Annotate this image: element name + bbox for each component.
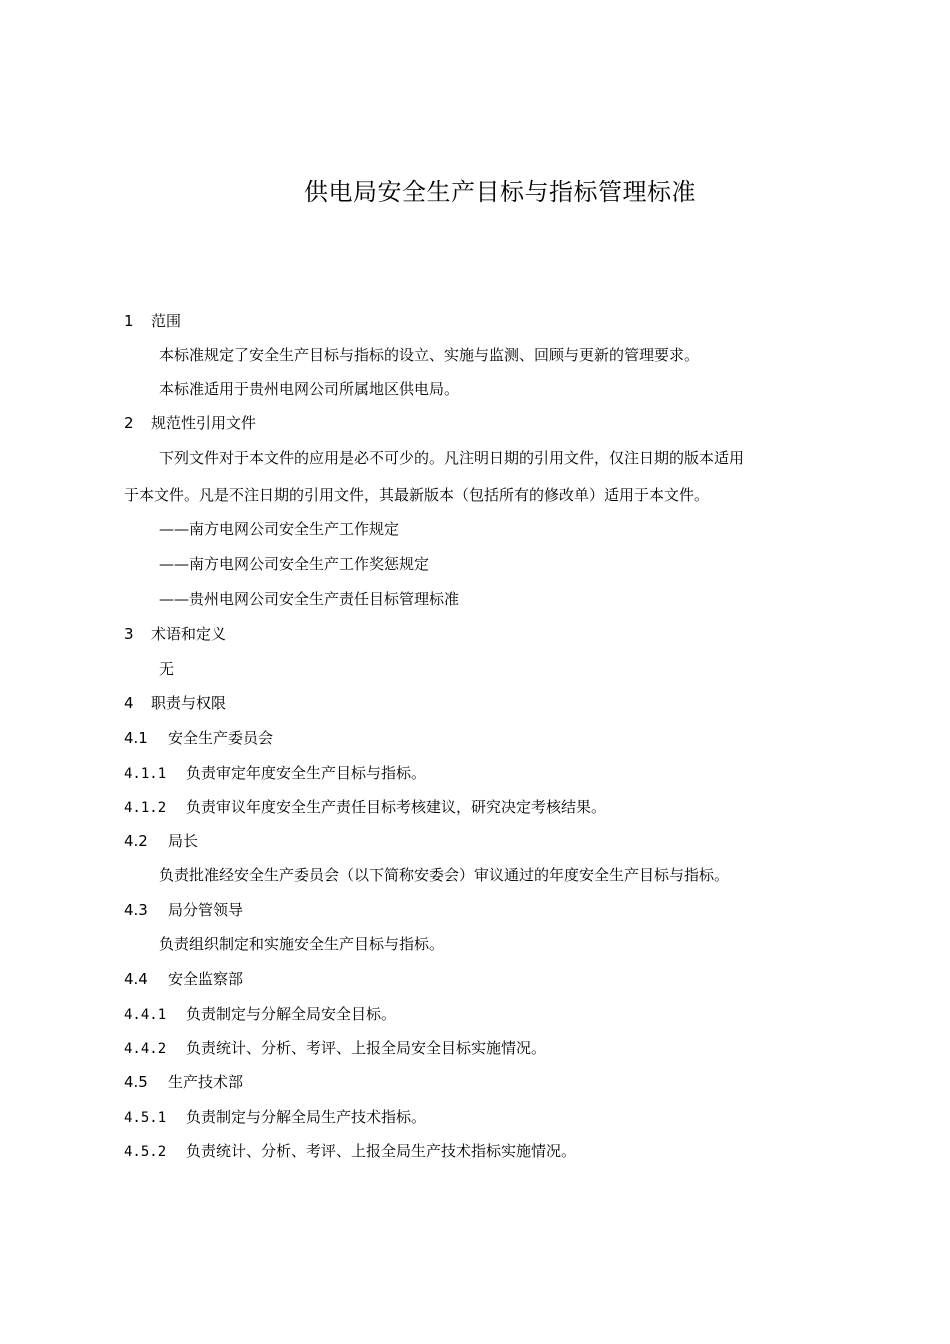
paragraph-continued: 于本文件。凡是不注日期的引用文件，其最新版本（包括所有的修改单）适用于本文件。 — [124, 486, 710, 504]
subsection-number: 4.3 — [124, 901, 148, 919]
subsection-heading-4-1 — [124, 727, 273, 749]
subsection-title: 安全生产委员会 — [168, 729, 274, 747]
subsection-heading-4-4 — [124, 968, 243, 990]
paragraph: 无 — [159, 660, 175, 678]
subsection-title: 安全监察部 — [168, 970, 244, 988]
section-heading-4 — [124, 692, 226, 714]
clause-number: 4.1.2 — [124, 800, 167, 816]
section-heading-2 — [124, 412, 256, 434]
clause-number: 4.4.1 — [124, 1007, 167, 1023]
clause-number: 4.5.1 — [124, 1110, 167, 1126]
subsection-title: 局分管领导 — [168, 901, 244, 919]
subsection-number: 4.2 — [124, 832, 148, 850]
subsection-number: 4.1 — [124, 729, 148, 747]
section-title: 职责与权限 — [151, 694, 227, 712]
clause-text: 负责制定与分解全局生产技术指标。 — [186, 1108, 427, 1126]
clause-4-1-1 — [124, 762, 426, 785]
clause-4-5-2 — [124, 1140, 576, 1163]
clause-number: 4.4.2 — [124, 1041, 167, 1057]
clause-4-5-1 — [124, 1106, 426, 1129]
section-number: 4 — [124, 694, 134, 712]
subsection-number: 4.5 — [124, 1073, 148, 1091]
clause-text: 负责审议年度安全生产责任目标考核建议，研究决定考核结果。 — [186, 798, 607, 816]
paragraph: 负责组织制定和实施安全生产目标与指标。 — [159, 935, 445, 953]
clause-4-4-1 — [124, 1003, 396, 1026]
section-number: 2 — [124, 414, 134, 432]
clause-text: 负责统计、分析、考评、上报全局安全目标实施情况。 — [186, 1039, 547, 1057]
subsection-heading-4-5 — [124, 1071, 243, 1093]
paragraph: 下列文件对于本文件的应用是必不可少的。凡注明日期的引用文件，仅注日期的版本适用 — [159, 449, 745, 467]
section-title: 规范性引用文件 — [151, 414, 257, 432]
reference-item: ——南方电网公司安全生产工作奖惩规定 — [159, 555, 430, 573]
section-heading-3 — [124, 623, 226, 645]
paragraph: 本标准适用于贵州电网公司所属地区供电局。 — [159, 380, 460, 398]
subsection-title: 生产技术部 — [168, 1073, 244, 1091]
clause-number: 4.1.1 — [124, 766, 167, 782]
section-title: 范围 — [151, 312, 182, 330]
page-title: 供电局安全生产目标与指标管理标准 — [304, 178, 696, 206]
clause-text: 负责统计、分析、考评、上报全局生产技术指标实施情况。 — [186, 1142, 577, 1160]
section-heading-1 — [124, 310, 181, 332]
clause-text: 负责制定与分解全局安全目标。 — [186, 1005, 397, 1023]
reference-item: ——南方电网公司安全生产工作规定 — [159, 520, 400, 538]
paragraph: 负责批准经安全生产委员会（以下简称安委会）审议通过的年度安全生产目标与指标。 — [159, 866, 730, 884]
section-number: 1 — [124, 312, 134, 330]
subsection-heading-4-2 — [124, 830, 198, 852]
section-title: 术语和定义 — [151, 625, 227, 643]
subsection-heading-4-3 — [124, 899, 243, 921]
clause-number: 4.5.2 — [124, 1144, 167, 1160]
clause-4-4-2 — [124, 1037, 546, 1060]
reference-item: ——贵州电网公司安全生产责任目标管理标准 — [159, 590, 460, 608]
clause-text: 负责审定年度安全生产目标与指标。 — [186, 764, 427, 782]
subsection-title: 局长 — [168, 832, 199, 850]
clause-4-1-2 — [124, 796, 606, 819]
subsection-number: 4.4 — [124, 970, 148, 988]
paragraph: 本标准规定了安全生产目标与指标的设立、实施与监测、回顾与更新的管理要求。 — [159, 346, 700, 364]
section-number: 3 — [124, 625, 134, 643]
